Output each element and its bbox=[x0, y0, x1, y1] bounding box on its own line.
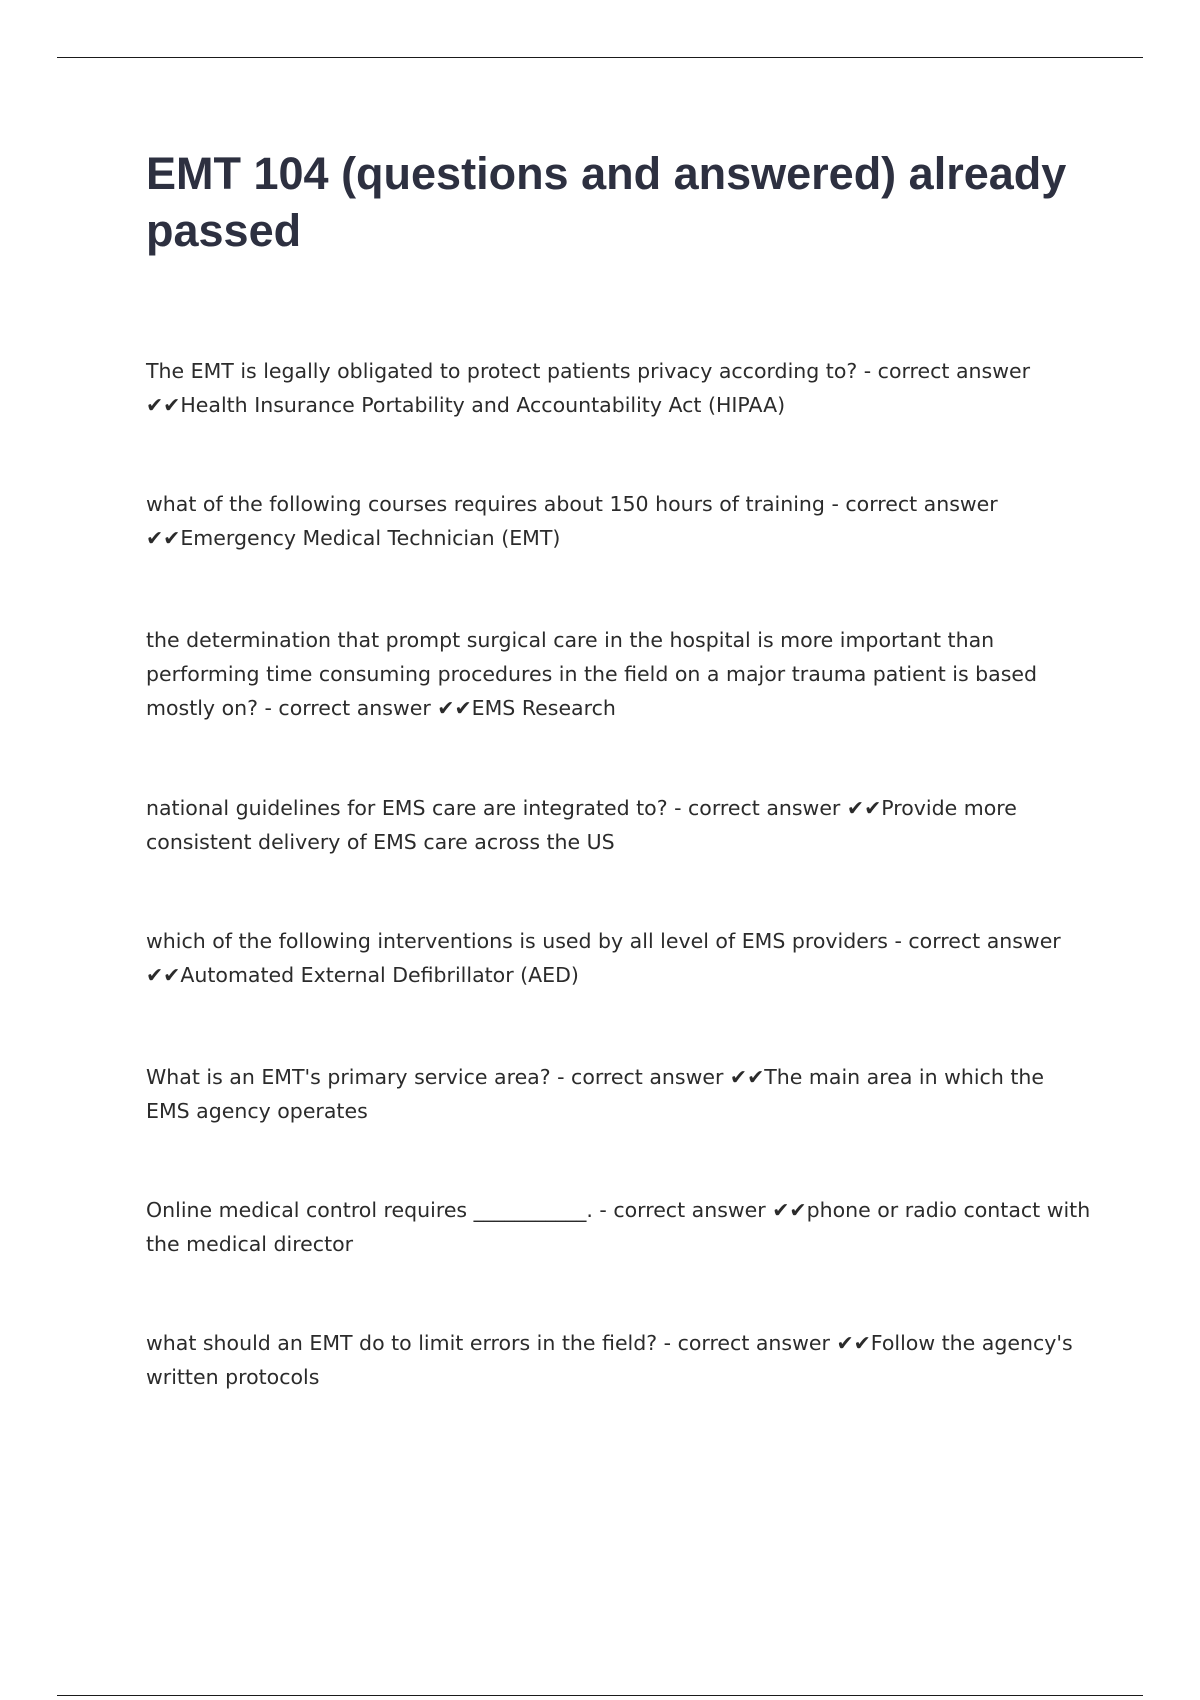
qa-item bbox=[146, 791, 1091, 859]
answer-separator: - correct answer bbox=[657, 1331, 837, 1355]
bottom-divider bbox=[57, 1695, 1143, 1696]
answer-separator: - correct answer bbox=[667, 796, 847, 820]
qa-item bbox=[146, 1193, 1091, 1261]
answer-separator: - correct answer bbox=[258, 696, 438, 720]
answer-separator: - correct answer bbox=[857, 359, 1031, 383]
answer-text: EMS Research bbox=[471, 696, 616, 720]
double-checkmark-icon: ✔✔ bbox=[846, 796, 882, 820]
question-text: What is an EMT's primary service area? bbox=[146, 1065, 551, 1089]
answer-text: phone or radio contact with the medical director bbox=[146, 1198, 1091, 1256]
top-divider bbox=[57, 57, 1143, 58]
answer-separator: - correct answer bbox=[887, 929, 1061, 953]
answer-text: Emergency Medical Technician (EMT) bbox=[180, 526, 561, 550]
answer-separator: - correct answer bbox=[592, 1198, 773, 1222]
qa-item bbox=[146, 1326, 1091, 1394]
qa-item bbox=[146, 1060, 1091, 1128]
answer-text: Follow the agency's written protocols bbox=[146, 1331, 1073, 1389]
qa-item bbox=[146, 487, 1091, 555]
answer-text: Automated External Defibrillator (AED) bbox=[180, 963, 579, 987]
answer-separator: - correct answer bbox=[550, 1065, 730, 1089]
question-text: the determination that prompt surgical care in the hospital is more important than performing time consuming procedures in the field on a major trauma patient is based mostly on? bbox=[146, 628, 1038, 720]
answer-text: The main area in which the EMS agency operates bbox=[146, 1065, 1044, 1123]
question-text: The EMT is legally obligated to protect patients privacy according to? bbox=[146, 359, 858, 383]
document-title: EMT 104 (questions and answered) already passed bbox=[146, 148, 1067, 256]
double-checkmark-icon: ✔✔ bbox=[146, 963, 181, 987]
question-text: what of the following courses requires about 150 hours of training bbox=[146, 492, 825, 516]
question-text: which of the following interventions is used by all level of EMS providers bbox=[146, 929, 888, 953]
answer-text: Provide more consistent delivery of EMS care across the US bbox=[146, 796, 1017, 854]
double-checkmark-icon: ✔✔ bbox=[437, 696, 472, 720]
double-checkmark-icon: ✔✔ bbox=[772, 1198, 807, 1222]
qa-item bbox=[146, 924, 1091, 992]
double-checkmark-icon: ✔✔ bbox=[146, 393, 181, 417]
double-checkmark-icon: ✔✔ bbox=[836, 1331, 871, 1355]
double-checkmark-icon: ✔✔ bbox=[729, 1065, 765, 1089]
double-checkmark-icon: ✔✔ bbox=[146, 526, 181, 550]
question-text: Online medical control requires ___________. bbox=[146, 1198, 593, 1222]
qa-item bbox=[146, 354, 1091, 422]
answer-text: Health Insurance Portability and Accountability Act (HIPAA) bbox=[180, 393, 786, 417]
answer-separator: - correct answer bbox=[824, 492, 998, 516]
qa-item bbox=[146, 623, 1091, 725]
question-text: what should an EMT do to limit errors in the field? bbox=[146, 1331, 658, 1355]
question-text: national guidelines for EMS care are integrated to? bbox=[146, 796, 668, 820]
